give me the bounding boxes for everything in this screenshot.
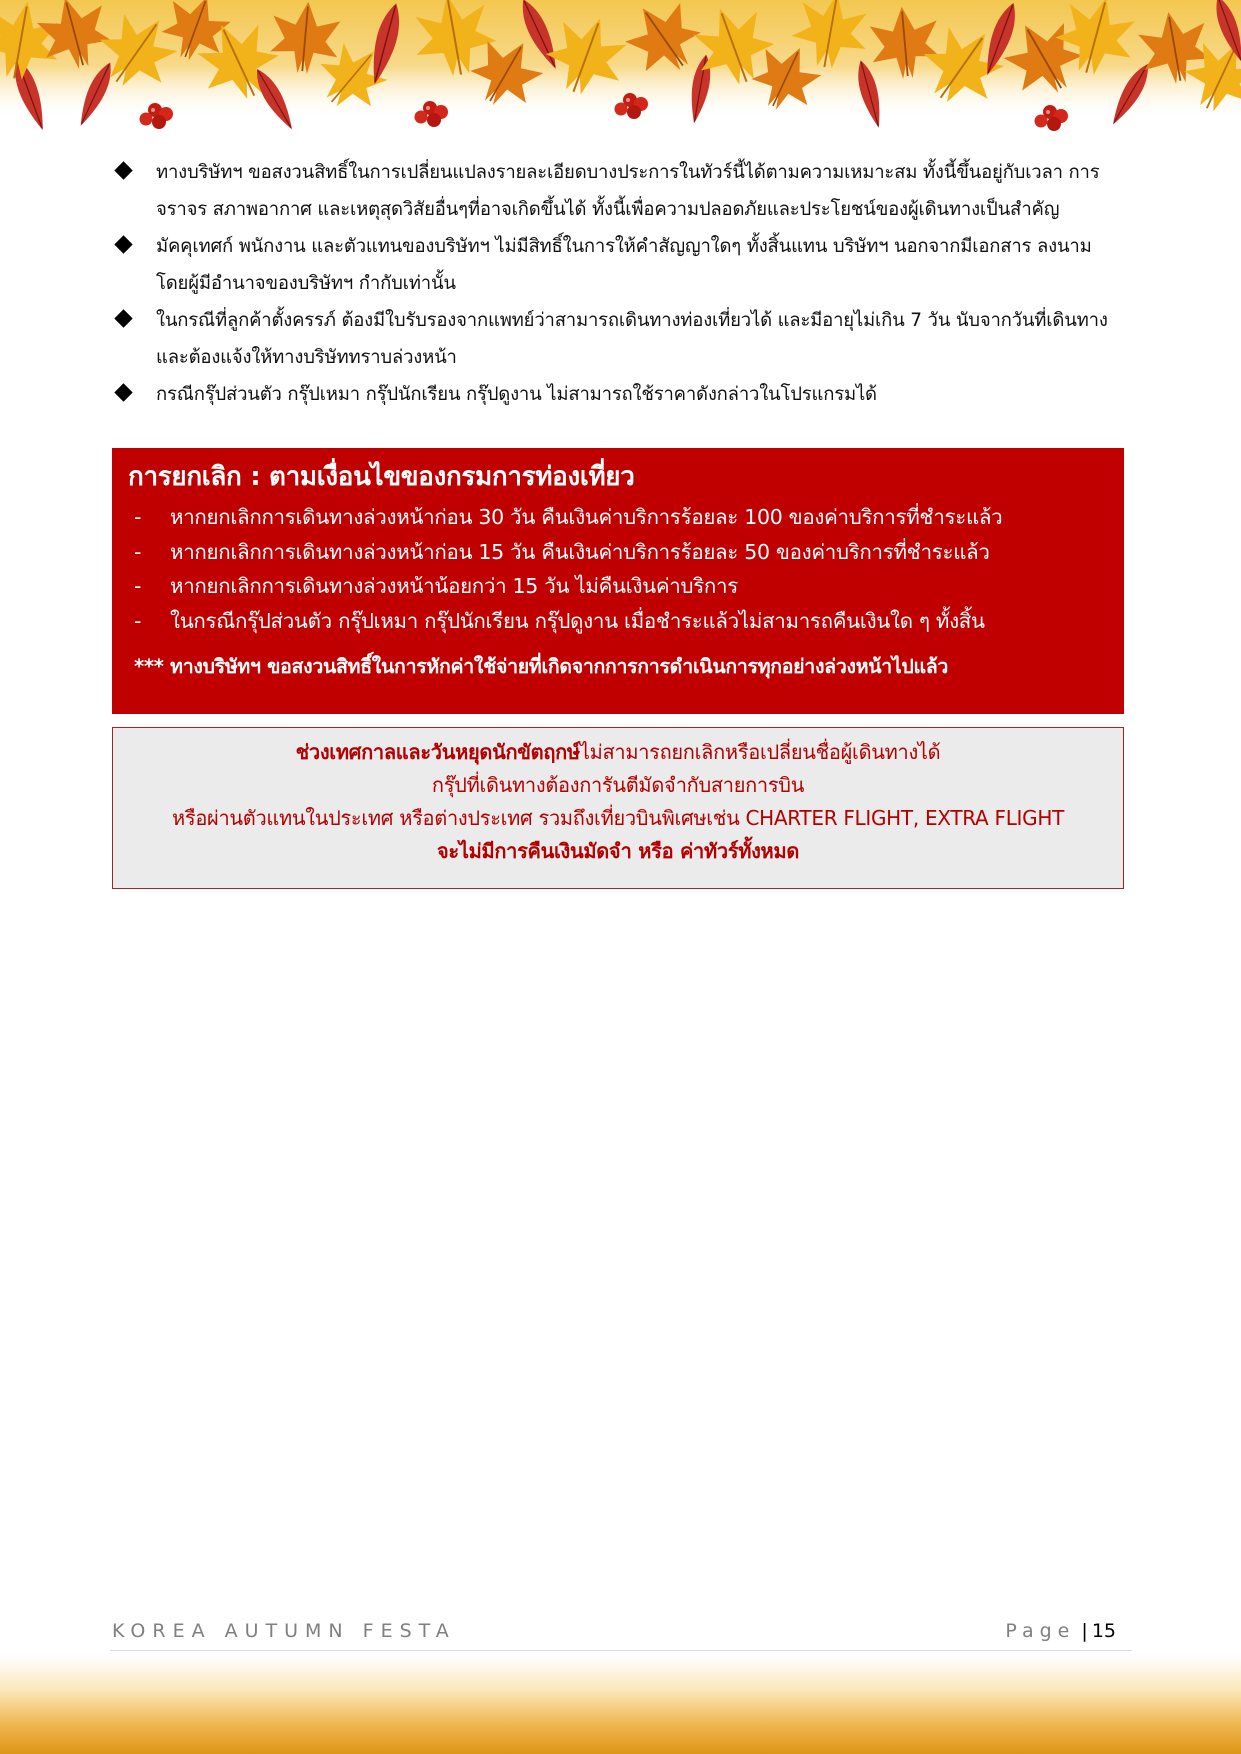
cancellation-title: การยกเลิก : ตามเงื่อนไขของกรมการท่องเที่ยว bbox=[128, 462, 635, 492]
notice-line-2: กรุ๊ปที่เดินทางต้องการันตีมัดจำกับสายการบิน bbox=[431, 773, 805, 797]
terms-item bbox=[112, 154, 1122, 228]
page-label: Page bbox=[1005, 1620, 1076, 1642]
footer-title: KOREA AUTUMN FESTA bbox=[112, 1620, 456, 1642]
terms-item-text: ในกรณีที่ลูกค้าตั้งครรภ์ ต้องมีใบรับรองจากแพทย์ว่าสามารถเดินทางท่องเที่ยวได้ และมีอายุไม่เกิน 7 วัน นับจากวันที่เดินทาง และต้องแจ้งให้ทางบริษัททราบล่วงหน้า bbox=[156, 310, 1108, 368]
footer-gold-band bbox=[0, 1656, 1241, 1754]
cancellation-item-text: ในกรณีกรุ๊ปส่วนตัว กรุ๊ปเหมา กรุ๊ปนักเรียน กรุ๊ปดูงาน เมื่อชำระแล้วไม่สามารถคืนเงินใด ๆ ทั้งสิ้น bbox=[170, 608, 985, 633]
holiday-notice-box bbox=[112, 727, 1124, 889]
cancellation-item-text: หากยกเลิกการเดินทางล่วงหน้าก่อน 15 วัน คืนเงินค่าบริการร้อยละ 50 ของค่าบริการที่ชำระแล้ว bbox=[170, 539, 990, 564]
notice-line-1 bbox=[113, 736, 1123, 769]
cancellation-item bbox=[128, 569, 1108, 604]
cancellation-note: *** ทางบริษัทฯ ขอสงวนสิทธิ์ในการหักค่าใช้จ่ายที่เกิดจากการการดำเนินการทุกอย่างล่วงหน้าไปแล้ว bbox=[134, 655, 949, 678]
footer-divider bbox=[110, 1650, 1132, 1651]
diamond-bullet-icon bbox=[114, 235, 132, 253]
terms-list bbox=[112, 154, 1122, 413]
terms-item bbox=[112, 228, 1122, 302]
cancellation-item bbox=[128, 604, 1108, 639]
terms-item bbox=[112, 376, 1122, 413]
dash-bullet: - bbox=[134, 574, 142, 598]
page-separator: | bbox=[1081, 1620, 1088, 1642]
cancellation-item bbox=[128, 500, 1108, 535]
cancellation-item bbox=[128, 535, 1108, 570]
autumn-leaves-header bbox=[0, 0, 1241, 160]
terms-item-text: ทางบริษัทฯ ขอสงวนสิทธิ์ในการเปลี่ยนแปลงรายละเอียดบางประการในทัวร์นี้ได้ตามความเหมาะสม ทั้งนี้ขึ้นอยู่กับเวลา การจราจร สภาพอากาศ และเหตุสุดวิสัยอื่นๆที่อาจเกิดขึ้นได้ ทั้งนี้เพื่อความปลอดภัยและประโยชน์ของผู้เดินทางเป็นสำคัญ bbox=[156, 162, 1100, 220]
diamond-bullet-icon bbox=[114, 383, 132, 401]
cancellation-policy-box bbox=[112, 448, 1124, 714]
terms-item bbox=[112, 302, 1122, 376]
cancellation-item-text: หากยกเลิกการเดินทางล่วงหน้าก่อน 30 วัน คืนเงินค่าบริการร้อยละ 100 ของค่าบริการที่ชำระแล้ว bbox=[170, 505, 1003, 529]
page-indicator bbox=[1005, 1620, 1116, 1642]
notice-line-4: จะไม่มีการคืนเงินมัดจำ หรือ ค่าทัวร์ทั้งหมด bbox=[436, 839, 800, 863]
cancellation-item-text: หากยกเลิกการเดินทางล่วงหน้าน้อยกว่า 15 วัน ไม่คืนเงินค่าบริการ bbox=[170, 574, 738, 598]
diamond-bullet-icon bbox=[114, 309, 132, 327]
notice-holiday-label: ช่วงเทศกาลและวันหยุดนักขัตฤกษ์ bbox=[295, 740, 580, 764]
diamond-bullet-icon bbox=[114, 161, 132, 179]
dash-bullet: - bbox=[134, 608, 142, 633]
dash-bullet: - bbox=[134, 539, 142, 564]
page-number: 15 bbox=[1091, 1620, 1116, 1642]
terms-item-text: กรณีกรุ๊ปส่วนตัว กรุ๊ปเหมา กรุ๊ปนักเรียน กรุ๊ปดูงาน ไม่สามารถใช้ราคาดังกล่าวในโปรแกรมได้ bbox=[156, 384, 877, 405]
dash-bullet: - bbox=[134, 505, 142, 529]
cancellation-list bbox=[128, 500, 1108, 638]
terms-item-text: มัคคุเทศก์ พนักงาน และตัวแทนของบริษัทฯ ไม่มีสิทธิ์ในการให้คำสัญญาใดๆ ทั้งสิ้นแทน บริษัทฯ นอกจากมีเอกสาร ลงนามโดยผู้มีอำนาจของบริษัทฯ กำกับเท่านั้น bbox=[156, 236, 1092, 294]
notice-line-3: หรือผ่านตัวแทนในประเทศ หรือต่างประเทศ รวมถึงเที่ยวบินพิเศษเช่น CHARTER FLIGHT, EXTRA FLIGHT bbox=[172, 806, 1064, 830]
notice-line-1-text: ไม่สามารถยกเลิกหรือเปลี่ยนชื่อผู้เดินทางได้ bbox=[579, 740, 941, 764]
